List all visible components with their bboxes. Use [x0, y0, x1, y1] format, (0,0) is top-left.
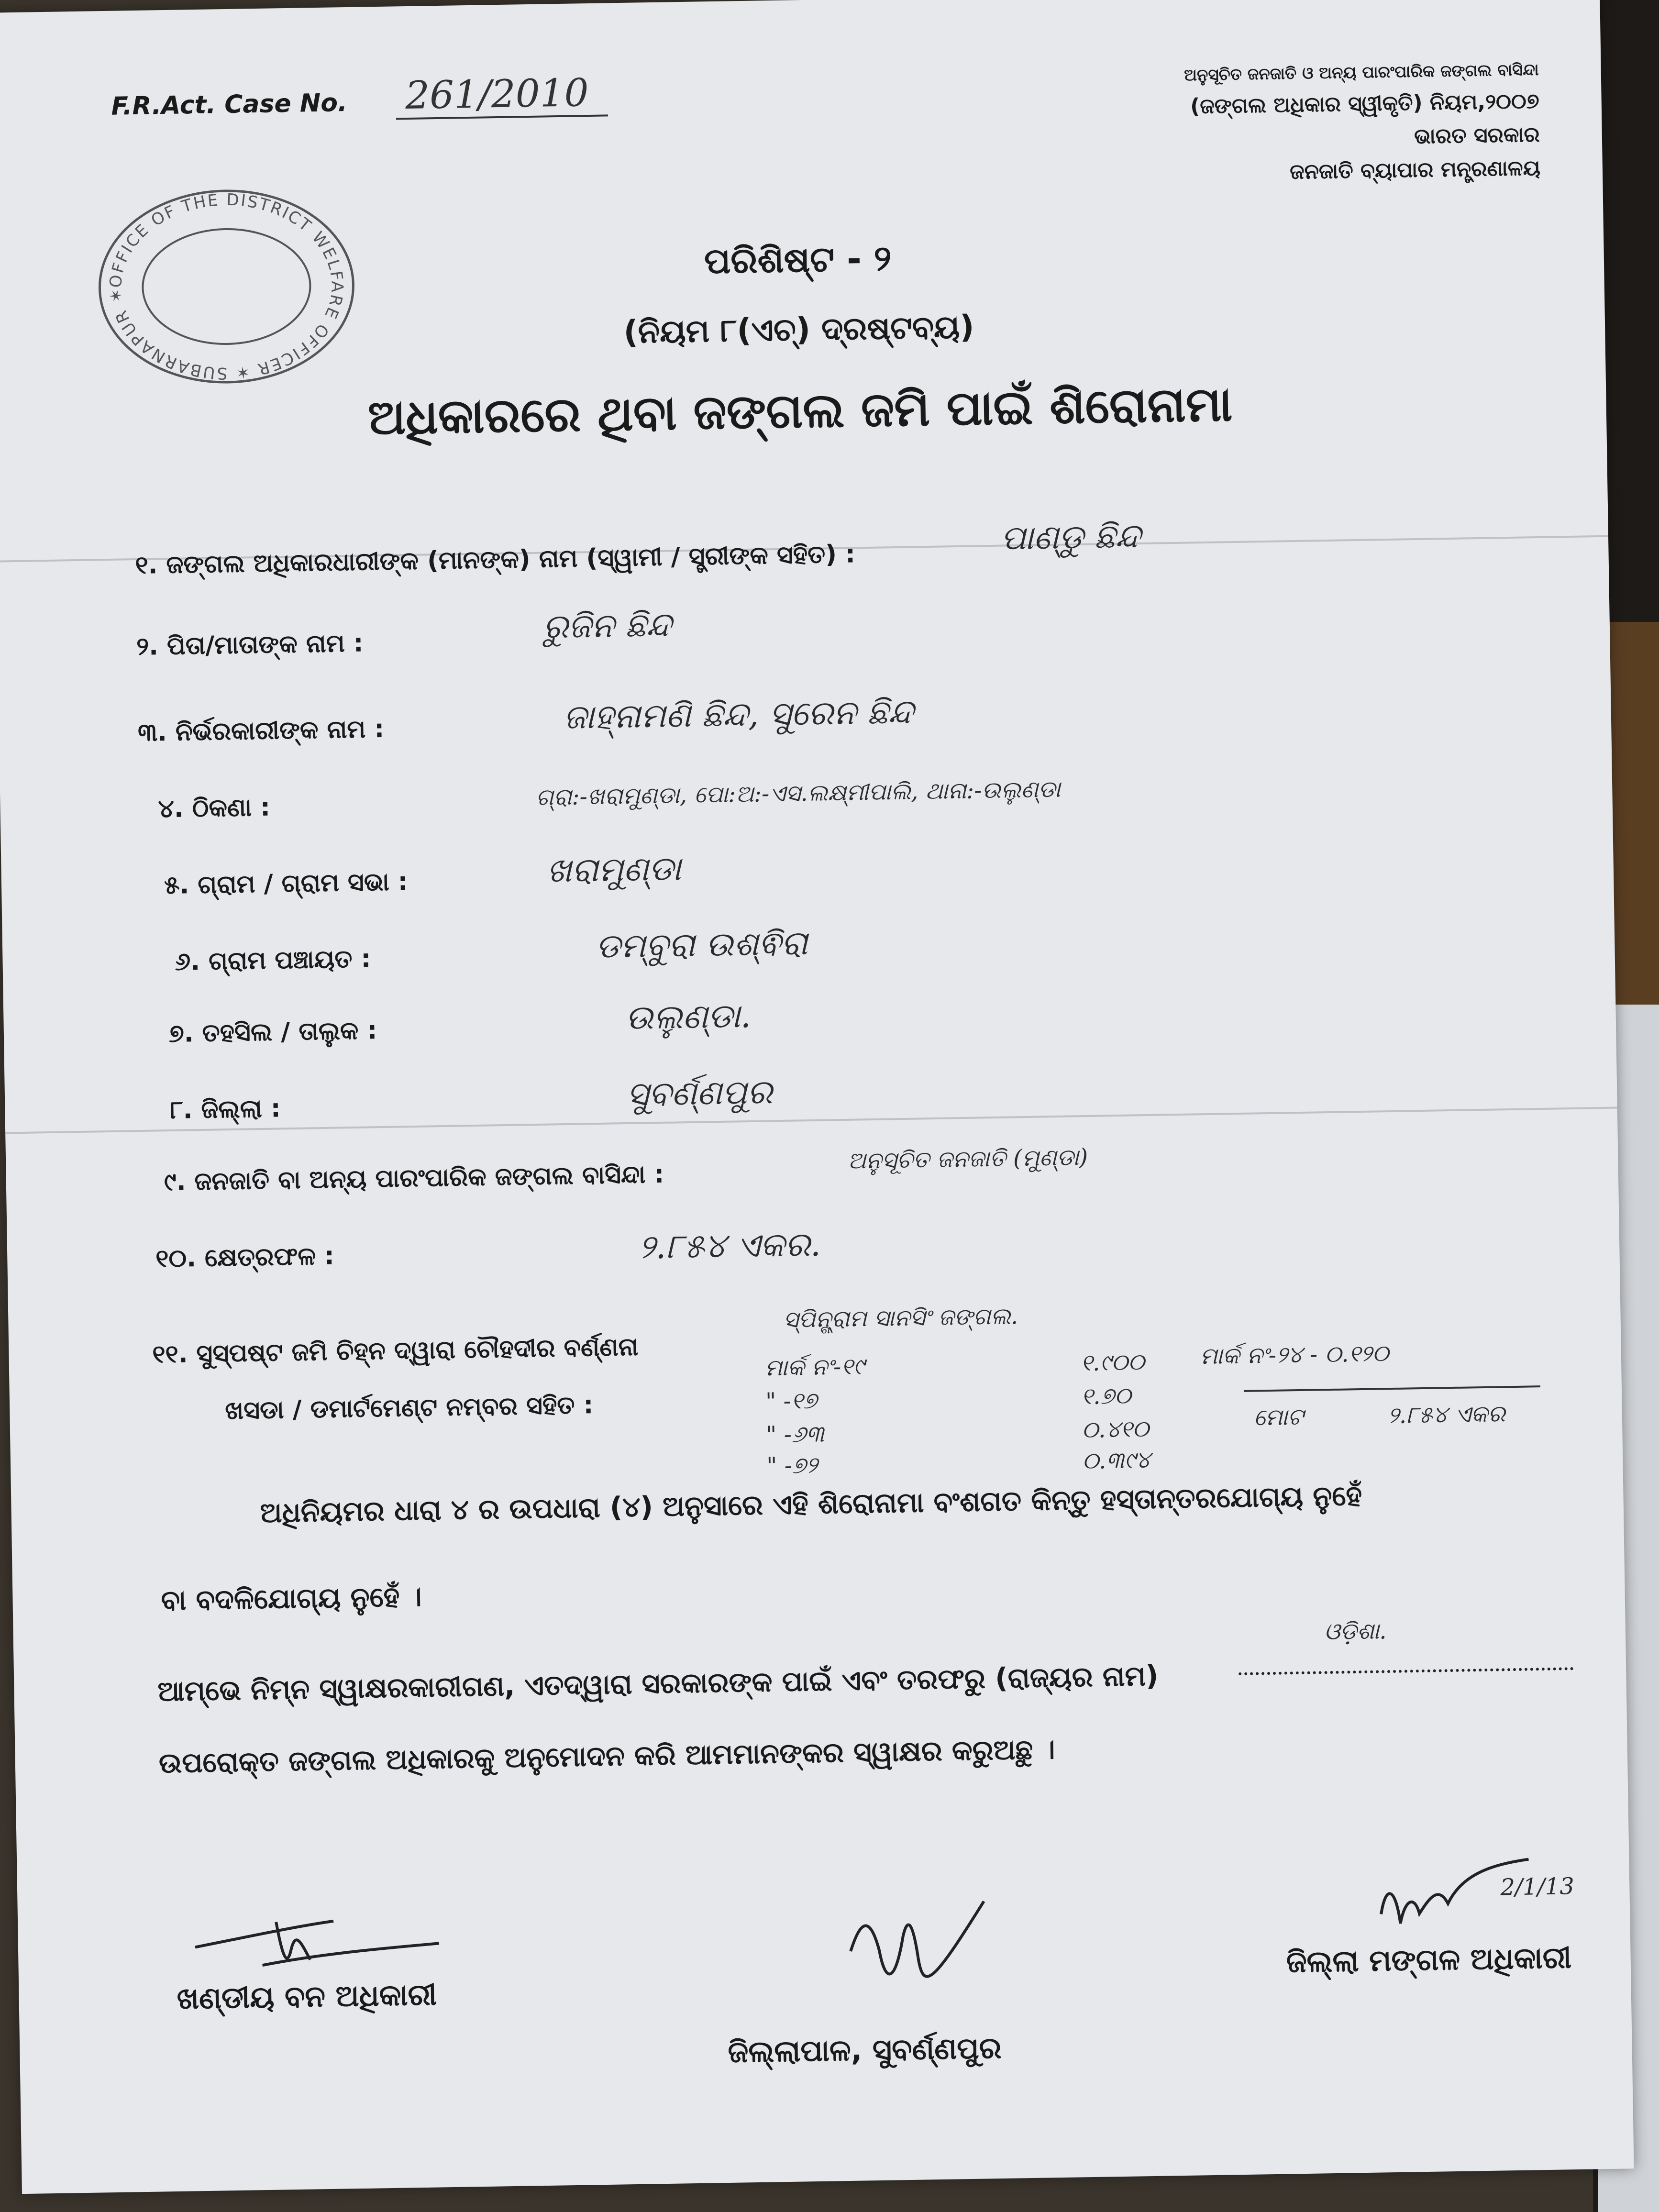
state-name-value: ଓଡ଼ିଶା. [1324, 1617, 1387, 1646]
field-label-tribe-status: ୯. ଜନଜାତି ବା ଅନ୍ୟ ପାରଂପାରିକ ଜଙ୍ଗଲ ବାସିନ୍ଦା : [164, 1160, 664, 1197]
khasra-area: ୧.୭୦ [1081, 1382, 1131, 1410]
field-label-khasra: ଖସଡା / ଡମାର୍ଟମେଣ୍ଟ ନମ୍ବର ସହିତ : [224, 1391, 594, 1426]
khasra-total-value: ୨.୮୫୪ ଏକର [1387, 1400, 1506, 1429]
khasra-extra-entry: ମାର୍କ ନଂ-୨୪ - ୦.୧୨୦ [1200, 1340, 1389, 1370]
seal-text: OFFICE OF THE DISTRICT WELFARE OFFICER ✶ SUBARNAPUR ✶ [106, 190, 347, 383]
field-label-parent-name: ୨. ପିତା/ମାତାଙ୍କ ନାମ : [136, 629, 364, 662]
field-label-tehsil: ୭. ତହସିଲ / ତାଲୁକ : [168, 1016, 377, 1049]
inheritance-clause-line1: ଅଧିନିୟମର ଧାରା ୪ ର ଉପଧାରା (୪) ଅନୁସାରେ ଏହି ଶିରୋନାମା ବଂଶଗତ କିନ୍ତୁ ହସ୍ତାନ୍ତରଯୋଗ୍ୟ ନୁହେଁ [260, 1479, 1362, 1529]
field-value-address: ଗ୍ରା:-ଖରାମୁଣ୍ଡା, ପୋ:ଅ:-ଏସ.ଲକ୍ଷ୍ମୀପାଲି, ଥାନା:-ଉଲୁଣ୍ଡା [535, 775, 1061, 811]
state-name-dotted-line [1239, 1662, 1573, 1675]
khasra-mark: " -୧୭ [765, 1387, 818, 1415]
field-label-area: ୧୦. କ୍ଷେତ୍ରଫଳ : [155, 1241, 335, 1273]
appendix-heading: ପରିଶିଷ୍ଟ - ୨ [704, 238, 892, 282]
collector-signature [840, 1891, 995, 2018]
case-number-label: F.R.Act. Case No. [111, 88, 348, 121]
approval-clause-line2: ଉପରୋକ୍ତ ଜଙ୍ଗଲ ଅଧିକାରକୁ ଅନୁମୋଦନ କରି ଆମମାନଙ୍କର ସ୍ୱାକ୍ଷର କରୁଅଛୁ । [158, 1733, 1056, 1780]
field-value-area: ୨.୮୫୪ ଏକର. [638, 1224, 821, 1267]
khasra-mark: " -୬୩ [765, 1420, 825, 1449]
ministry-name: ଜନଜାତି ବ୍ୟାପାର ମନ୍ତ୍ରଣାଳୟ [1289, 155, 1541, 185]
act-title-line: (ଜଙ୍ଗଲ ଅଧିକାର ସ୍ୱୀକୃତି) ନିୟମ,୨୦୦୭ [1190, 88, 1540, 119]
signatory-collector: ଜିଲ୍ଲାପାଳ, ସୁବର୍ଣ୍ଣପୁର [727, 2030, 1002, 2069]
khasra-area: ୦.୩୯୪ [1082, 1446, 1151, 1475]
khasra-mark: ମାର୍କ ନଂ-୧୯ [764, 1353, 865, 1382]
inheritance-clause-line2: ବା ବଦଳିଯୋଗ୍ୟ ନୁହେଁ । [161, 1580, 422, 1617]
signature-date: 2/1/13 [1500, 1873, 1575, 1901]
field-label-district: ୮. ଜିଲ୍ଲା : [170, 1094, 281, 1125]
total-rule-line [1244, 1385, 1540, 1392]
khasra-total-label: ମୋଟ [1253, 1403, 1304, 1431]
document-title: ଅଧିକାରରେ ଥିବା ଜଙ୍ଗଲ ଜମି ପାଇଁ ଶିରୋନାମା [367, 376, 1233, 446]
field-value-village: ଖରାମୁଣ୍ଡା [546, 849, 682, 890]
field-value-tehsil: ଉଲୁଣ୍ଡା. [625, 995, 752, 1038]
field-value-dependents: ଜାହ୍ନାମଣି ଛିନ୍ଦ, ସୁରେନ ଛିନ୍ଦ [563, 692, 914, 737]
approval-clause-line1: ଆମ୍ଭେ ନିମ୍ନ ସ୍ୱାକ୍ଷରକାରୀଗଣ, ଏତଦ୍ୱାରା ସରକାରଙ୍କ ପାଇଁ ଏବଂ ତରଫରୁ (ରାଜ୍ୟର ନାମ) [157, 1659, 1159, 1708]
welfare-officer-signature [1366, 1854, 1539, 1953]
field-label-village: ୫. ଗ୍ରାମ / ଗ୍ରାମ ସଭା : [164, 867, 409, 900]
signatory-welfare-officer: ଜିଲ୍ଲା ମଙ୍ଗଳ ଅଧିକାରୀ [1286, 1940, 1572, 1980]
rule-reference: (ନିୟମ ୮(ଏଚ୍) ଦ୍ରଷ୍ଟବ୍ୟ) [623, 308, 975, 351]
act-title-line: ଅନୁସୂଚିତ ଜନଜାତି ଓ ଅନ୍ୟ ପାରଂପାରିକ ଜଙ୍ଗଲ ବାସିନ୍ଦା [1183, 60, 1539, 85]
govt-name: ଭାରତ ସରକାର [1414, 122, 1540, 149]
forest-officer-signature [189, 1891, 459, 1991]
case-number-value: 261/2010 [395, 70, 608, 120]
field-value-panchayat: ଡମ୍ବୁରା ଉଶ୍ଵିରା [595, 923, 808, 966]
field-value-tribe-status: ଅନୁସୂଚିତ ଜନଜାତି (ମୁଣ୍ଡା) [847, 1143, 1088, 1174]
field-label-dependents: ୩. ନିର୍ଭରକାରୀଙ୍କ ନାମ : [137, 714, 385, 748]
signatory-forest-officer: ଖଣ୍ଡୀୟ ବନ ଅଧିକାରୀ [177, 1977, 437, 2016]
field-label-panchayat: ୬. ଗ୍ରାମ ପଞ୍ଚାୟତ : [175, 944, 371, 976]
field-value-holder-name: ପାଣ୍ଡୁ ଛିନ୍ଦ [1000, 516, 1141, 558]
field-label-address: ୪. ଠିକଣା : [158, 793, 271, 824]
field-value-boundary: ସ୍ପିନ୍ଗ୍ରାମ ସାନସିଂ ଜଙ୍ଗଲ. [783, 1303, 1018, 1333]
khasra-mark: " -୭୨ [766, 1451, 818, 1480]
field-value-parent-name: ରୁଜିନ ଛିନ୍ଦ [542, 605, 672, 646]
field-value-district: ସୁବର୍ଣ୍ଣପୁର [626, 1072, 773, 1114]
khasra-area: ୦.୪୧୦ [1081, 1415, 1150, 1444]
khasra-area: ୧.୯୦୦ [1080, 1349, 1145, 1377]
field-label-holder-name: ୧. ଜଙ୍ଗଲ ଅଧିକାରଧାରୀଙ୍କ (ମାନଙ୍କ) ନାମ (ସ୍ୱାମୀ / ସ୍ତ୍ରୀଙ୍କ ସହିତ) : [135, 540, 856, 580]
field-label-boundary: ୧୧. ସୁସ୍ପଷ୍ଟ ଜମି ଚିହ୍ନ ଦ୍ୱାରା ଚୌହଦୀର ବର୍ଣ୍ଣନା [152, 1332, 639, 1369]
